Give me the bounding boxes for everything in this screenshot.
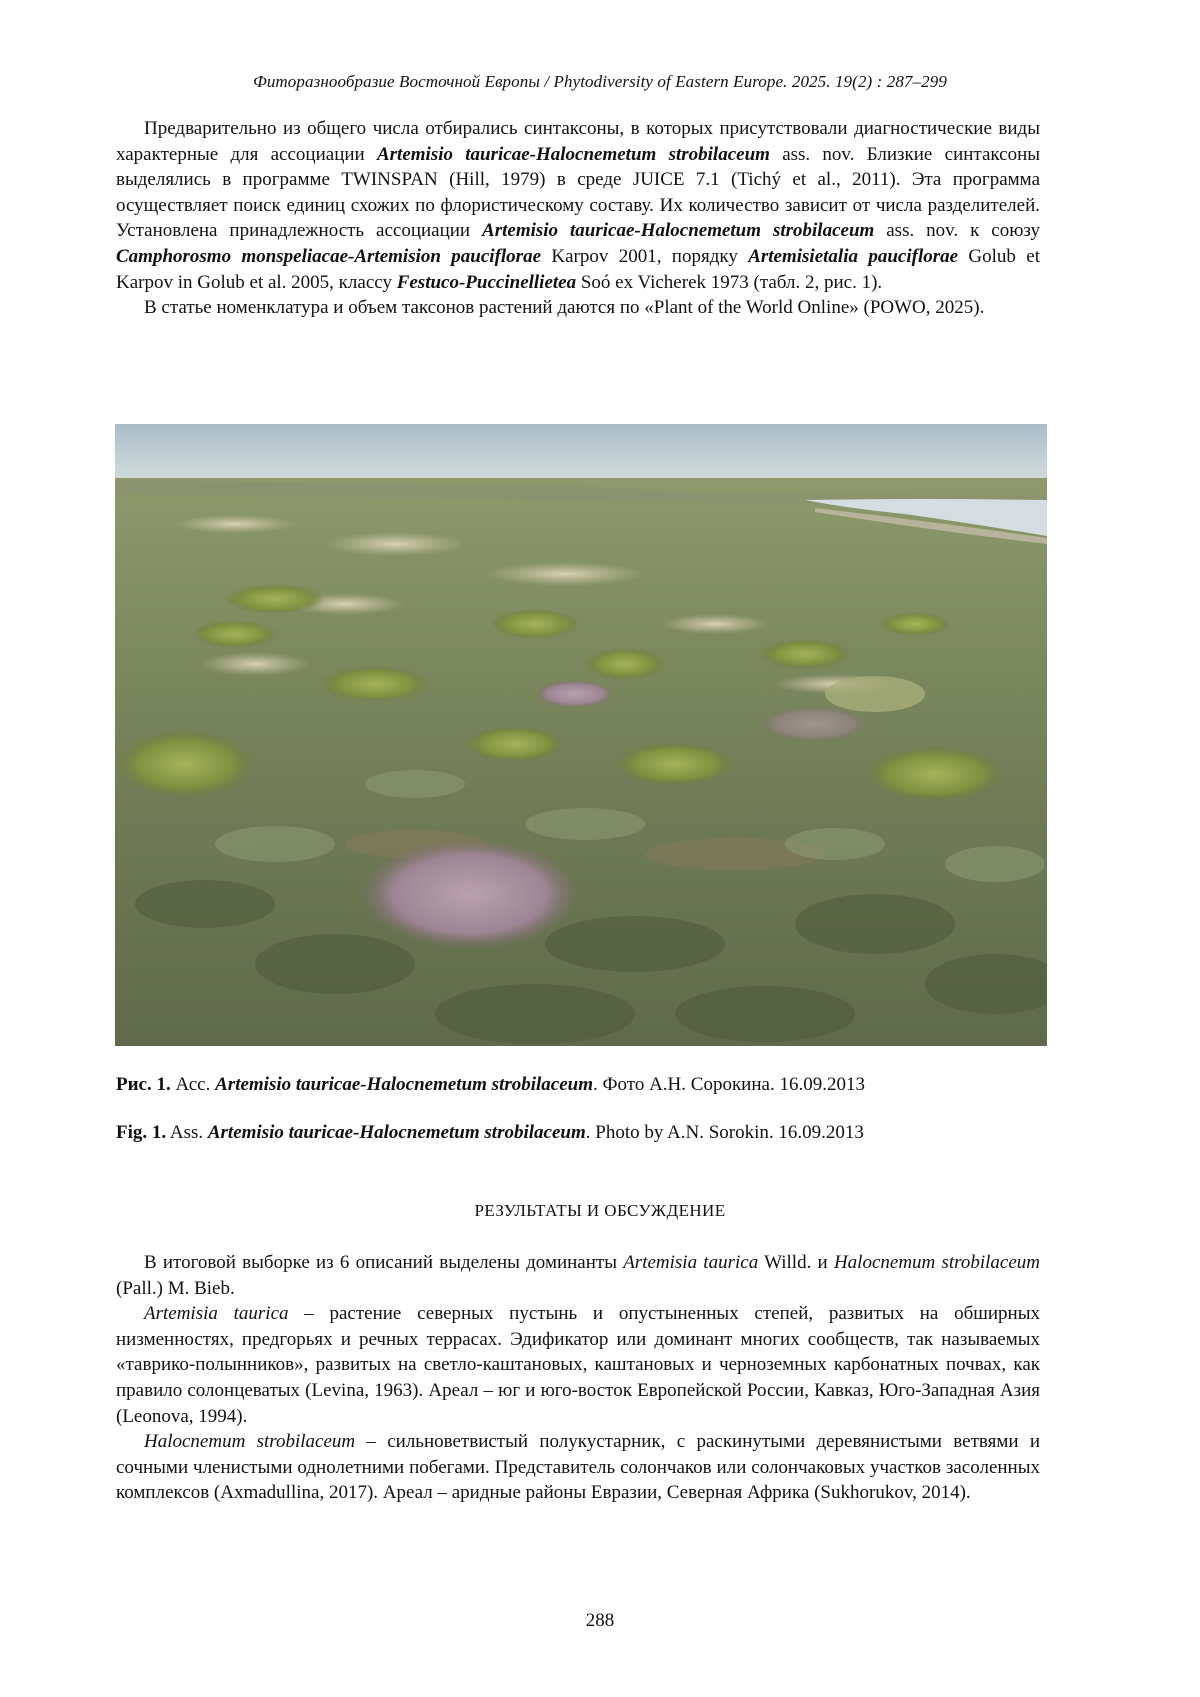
- taxon-name: Artemisio tauricae-Halocnemetum strobilaceum: [482, 220, 874, 241]
- text-run: Предварительно из общего числа отбирались синтаксоны, в которых присутствовали диагностические виды характерные для ассоциации: [116, 118, 1040, 165]
- figure-label: Рис. 1.: [116, 1074, 171, 1095]
- text-run: Willd. и: [758, 1252, 834, 1273]
- text-run: Golub et Karpov in Golub et al. 2005, классу: [116, 246, 1040, 293]
- results-paragraph-2: [116, 1301, 1040, 1429]
- taxon-name: Artemisietalia pauciflorae: [748, 246, 958, 267]
- species-name: Halocnemum strobilaceum: [144, 1431, 355, 1452]
- text-run: Асс.: [171, 1074, 215, 1095]
- text-run: – растение северных пустынь и опустыненных степей, развитых на обширных низменностях, предгорьях и речных террасах. Эдификатор или доминант многих сообществ, так называемых «таврико-полынников», развитых на светло-каштановых, каштановых и черноземных карбонатных почвах, как правило солонцеватых (Levina, 1963). Ареал – юг и юго-восток Европейской России, Кавказ, Юго-Западная Азия (Leonova, 1994).: [116, 1303, 1040, 1426]
- taxon-name: Artemisio tauricae-Halocnemetum strobilaceum: [215, 1074, 593, 1095]
- text-run: Karpov 2001, порядку: [541, 246, 748, 267]
- figure-1-photo: [115, 424, 1047, 1046]
- text-run: ass. nov. Близкие синтаксоны выделялись в программе TWINSPAN (Hill, 1979) в среде JUICE 7.1 (Tichý et al., 2011). Эта программа осуществляет поиск единиц схожих по флористическому составу. Их количество зависит от числа разделителей. Установлена принадлежность ассоциации: [116, 144, 1040, 242]
- figure-label: Fig. 1.: [116, 1122, 166, 1143]
- section-heading: РЕЗУЛЬТАТЫ И ОБСУЖДЕНИЕ: [0, 1201, 1200, 1221]
- text-run: В итоговой выборке из 6 описаний выделены доминанты: [144, 1252, 623, 1273]
- results-paragraph-1: [116, 1250, 1040, 1301]
- species-name: Artemisia taurica: [144, 1303, 289, 1324]
- figure-caption-ru: [116, 1072, 865, 1098]
- results-text: [116, 1250, 1040, 1506]
- species-name: Artemisia taurica: [623, 1252, 758, 1273]
- text-run: . Фото А.Н. Сорокина. 16.09.2013: [593, 1074, 865, 1095]
- text-run: Soó ex Vicherek 1973 (табл. 2, рис. 1).: [576, 272, 882, 293]
- text-run: . Photo by A.N. Sorokin. 16.09.2013: [586, 1122, 864, 1143]
- intro-text: [116, 116, 1040, 321]
- results-paragraph-3: [116, 1429, 1040, 1506]
- running-header: Фиторазнообразие Восточной Европы / Phytodiversity of Eastern Europe. 2025. 19(2) : 287–299: [0, 72, 1200, 92]
- species-name: Halocnemum strobilaceum: [834, 1252, 1040, 1273]
- taxon-name: Festuco-Puccinellietea: [397, 272, 576, 293]
- figure-caption-en: [116, 1120, 864, 1146]
- taxon-name: Artemisio tauricae-Halocnemetum strobilaceum: [377, 144, 770, 165]
- intro-paragraph-2: В статье номенклатура и объем таксонов растений даются по «Plant of the World Online» (POWO, 2025).: [116, 295, 1040, 321]
- text-run: – сильноветвистый полукустарник, с раскинутыми деревянистыми ветвями и сочными членистыми однолетними побегами. Представитель солончаков или солончаковых участков засоленных комплексов (Axmadullina, 2017). Ареал – аридные районы Евразии, Северная Африка (Sukhorukov, 2014).: [116, 1431, 1040, 1503]
- text-run: (Pall.) M. Bieb.: [116, 1278, 235, 1299]
- intro-paragraph-1: [116, 116, 1040, 295]
- text-run: ass. nov. к союзу: [874, 220, 1040, 241]
- taxon-name: Camphorosmo monspeliacae-Artemision pauciflorae: [116, 246, 541, 267]
- page-number: 288: [0, 1610, 1200, 1632]
- taxon-name: Artemisio tauricae-Halocnemetum strobilaceum: [208, 1122, 586, 1143]
- text-run: Ass.: [166, 1122, 208, 1143]
